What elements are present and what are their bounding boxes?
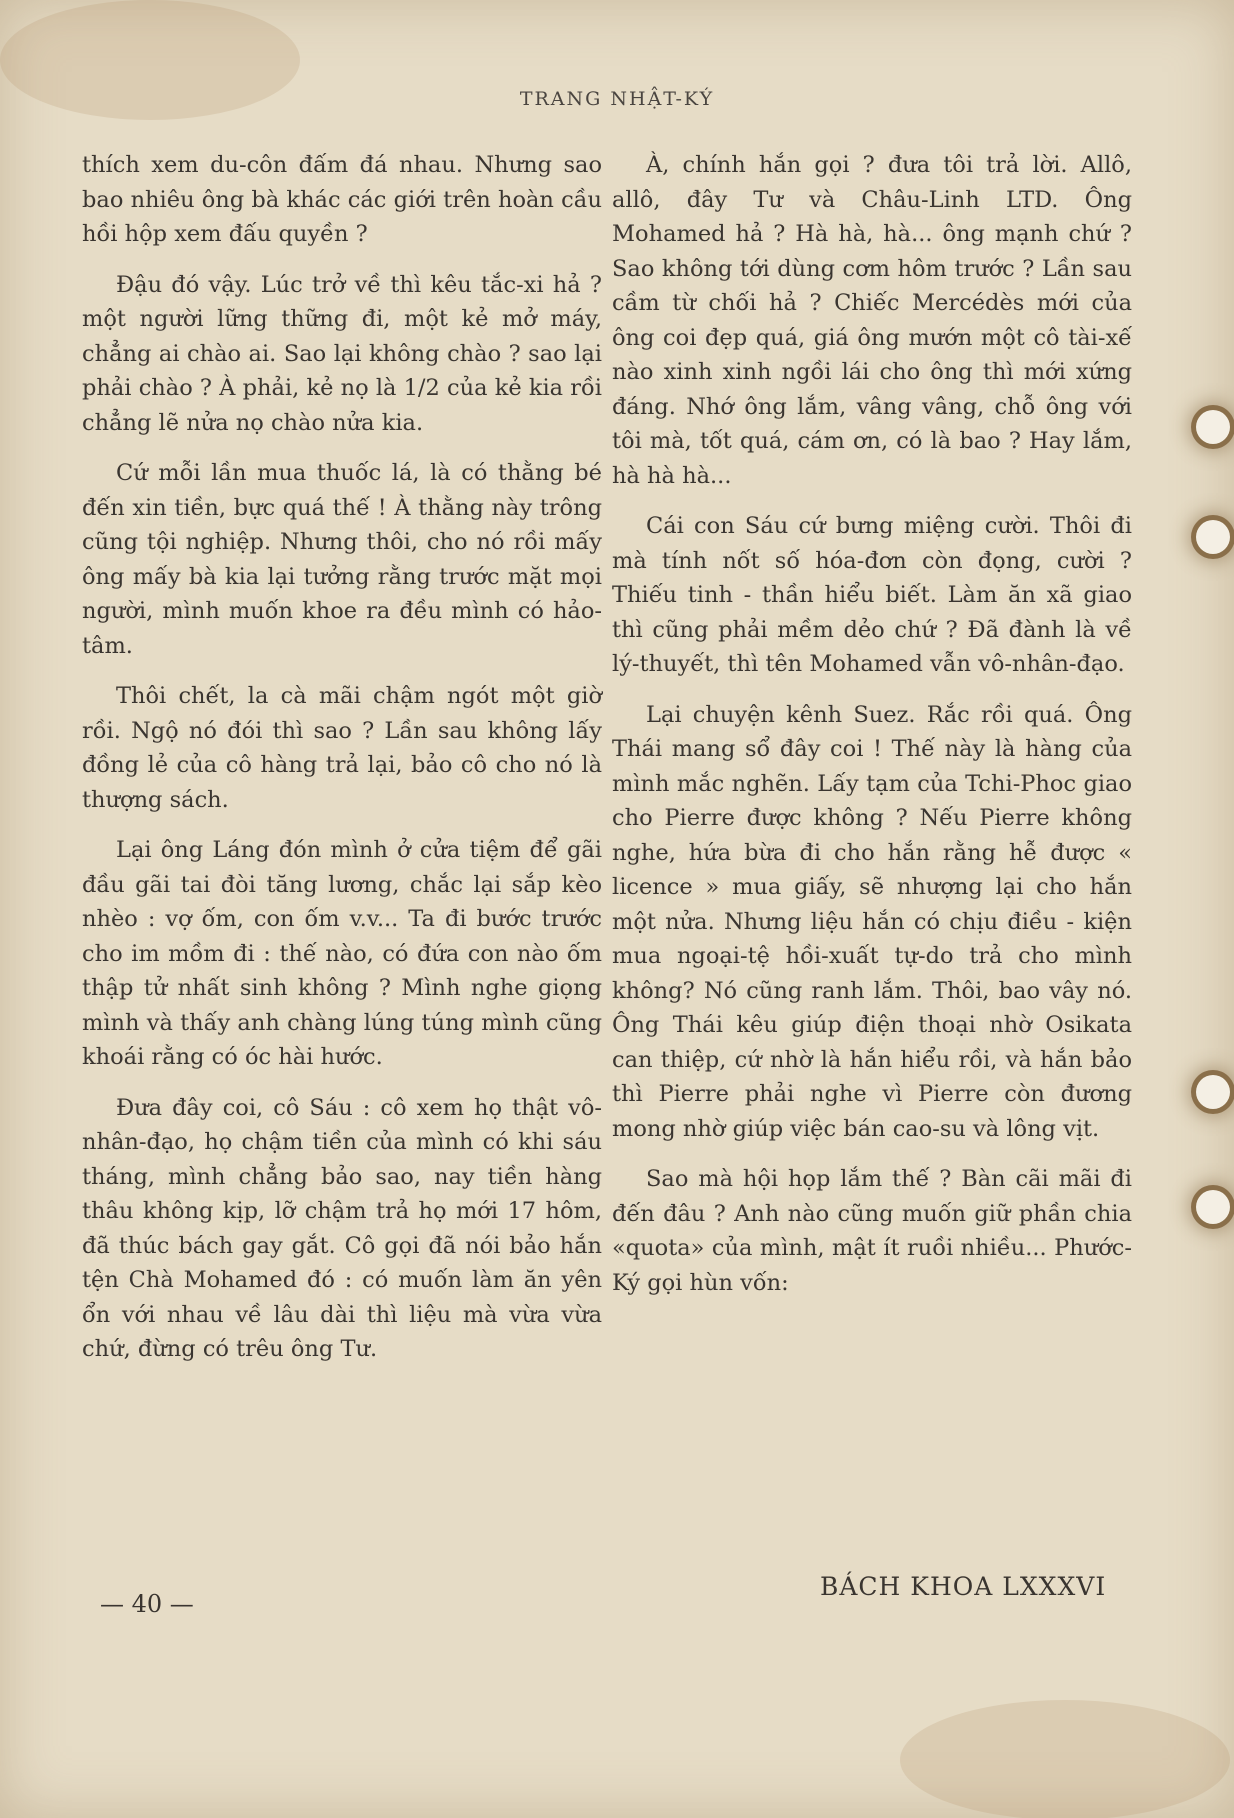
- running-title: TRANG NHẬT-KÝ: [519, 88, 715, 110]
- paragraph: Sao mà hội họp lắm thế ? Bàn cãi mãi đi đến đâu ? Anh nào cũng muốn giữ phần chia «quota» của mình, mật ít ruồi nhiều... Phước-Ký gọi hùn vốn:: [612, 1166, 1132, 1296]
- right-column: [612, 148, 1132, 1316]
- paragraph: Cứ mỗi lần mua thuốc lá, là có thằng bé đến xin tiền, bực quá thế ! À thằng này trông cũng tội nghiệp. Nhưng thôi, cho nó rồi mấy ông mấy bà kia lại tưởng rằng trước mặt mọi người, mình muốn khoe ra đều mình có hảo-tâm.: [82, 460, 602, 659]
- binding-hole: [1196, 1075, 1230, 1109]
- paragraph: Cái con Sáu cứ bưng miệng cười. Thôi đi mà tính nốt số hóa-đơn còn đọng, cười ? Thiếu tinh - thần hiểu biết. Làm ăn xã giao thì cũng phải mềm dẻo chứ ? Đã đành là về lý-thuyết, thì tên Mohamed vẫn vô-nhân-đạo.: [612, 513, 1132, 677]
- paragraph: À, chính hắn gọi ? đưa tôi trả lời. Allô, allô, đây Tư và Châu-Linh LTD. Ông Mohamed hả ? Hà hà, hà... ông mạnh chứ ? Sao không tới dùng cơm hôm trước ? Lần sau cầm từ chối hả ? Chiếc Mercédès mới của ông coi đẹp quá, giá ông mướn một cô tài-xế nào xinh xinh ngồi lái cho ông thì mới xứng đáng. Nhớ ông lắm, vâng vâng, chỗ ông với tôi mà, tốt quá, cám ơn, có là bao ? Hay lắm, hà hà hà...: [612, 152, 1132, 489]
- paragraph: thích xem du-côn đấm đá nhau. Nhưng sao bao nhiêu ông bà khác các giới trên hoàn cầu hồi hộp xem đấu quyền ?: [82, 152, 602, 247]
- left-column: [82, 148, 602, 1383]
- paragraph: Thôi chết, la cà mãi chậm ngót một giờ rồi. Ngộ nó đói thì sao ? Lần sau không lấy đồng lẻ của cô hàng trả lại, bảo cô cho nó là thượng sách.: [82, 683, 602, 813]
- paragraph: Đậu đó vậy. Lúc trở về thì kêu tắc-xi hả ? một người lững thững đi, một kẻ mở máy, chẳng ai chào ai. Sao lại không chào ? sao lại phải chào ? À phải, kẻ nọ là 1/2 của kẻ kia rồi chẳng lẽ nửa nọ chào nửa kia.: [82, 271, 602, 436]
- journal-issue: BÁCH KHOA LXXXVI: [820, 1572, 1107, 1601]
- paragraph: Đưa đây coi, cô Sáu : cô xem họ thật vô-nhân-đạo, họ chậm tiền của mình có khi sáu tháng, mình chẳng bảo sao, nay tiền hàng thâu không kịp, lỡ chậm trả họ mới 17 hôm, đã thúc bách gay gắt. Cô gọi đã nói bảo hắn tện Chà Mohamed đó : có muốn làm ăn yên ổn với nhau về lâu dài thì liệu mà vừa vừa chứ, đừng có trêu ông Tư.: [82, 1094, 602, 1362]
- binding-hole: [1196, 410, 1230, 444]
- page-number: — 40 —: [100, 1590, 194, 1618]
- binding-hole: [1196, 1190, 1230, 1224]
- paragraph: Lại ông Láng đón mình ở cửa tiệm để gãi đầu gãi tai đòi tăng lương, chắc lại sắp kèo nhèo : vợ ốm, con ốm v.v... Ta đi bước trước cho im mồm đi : thế nào, có đứa con nào ốm thập tử nhất sinh không ? Mình nghe giọng mình và thấy anh chàng lúng túng mình cũng khoái rằng có óc hài hước.: [82, 837, 602, 1070]
- paragraph: Lại chuyện kênh Suez. Rắc rồi quá. Ông Thái mang sổ đây coi ! Thế này là hàng của mình mắc nghẽn. Lấy tạm của Tchi-Phoc giao cho Pierre được không ? Nếu Pierre không nghe, hứa bừa đi cho hắn rằng hễ được « licence » mua giấy, sẽ nhượng lại cho hắn một nửa. Nhưng liệu hắn có chịu điều - kiện mua ngoại-tệ hồi-xuất tự-do trả cho mình không? Nó cũng ranh lắm. Thôi, bao vây nó. Ông Thái kêu giúp điện thoại nhờ Osikata can thiệp, cứ nhờ là hắn hiểu rồi, và hắn bảo thì Pierre phải nghe vì Pierre còn đương mong nhờ giúp việc bán cao-su và lông vịt.: [612, 701, 1132, 1142]
- binding-hole: [1196, 520, 1230, 554]
- paper-stain: [900, 1700, 1230, 1818]
